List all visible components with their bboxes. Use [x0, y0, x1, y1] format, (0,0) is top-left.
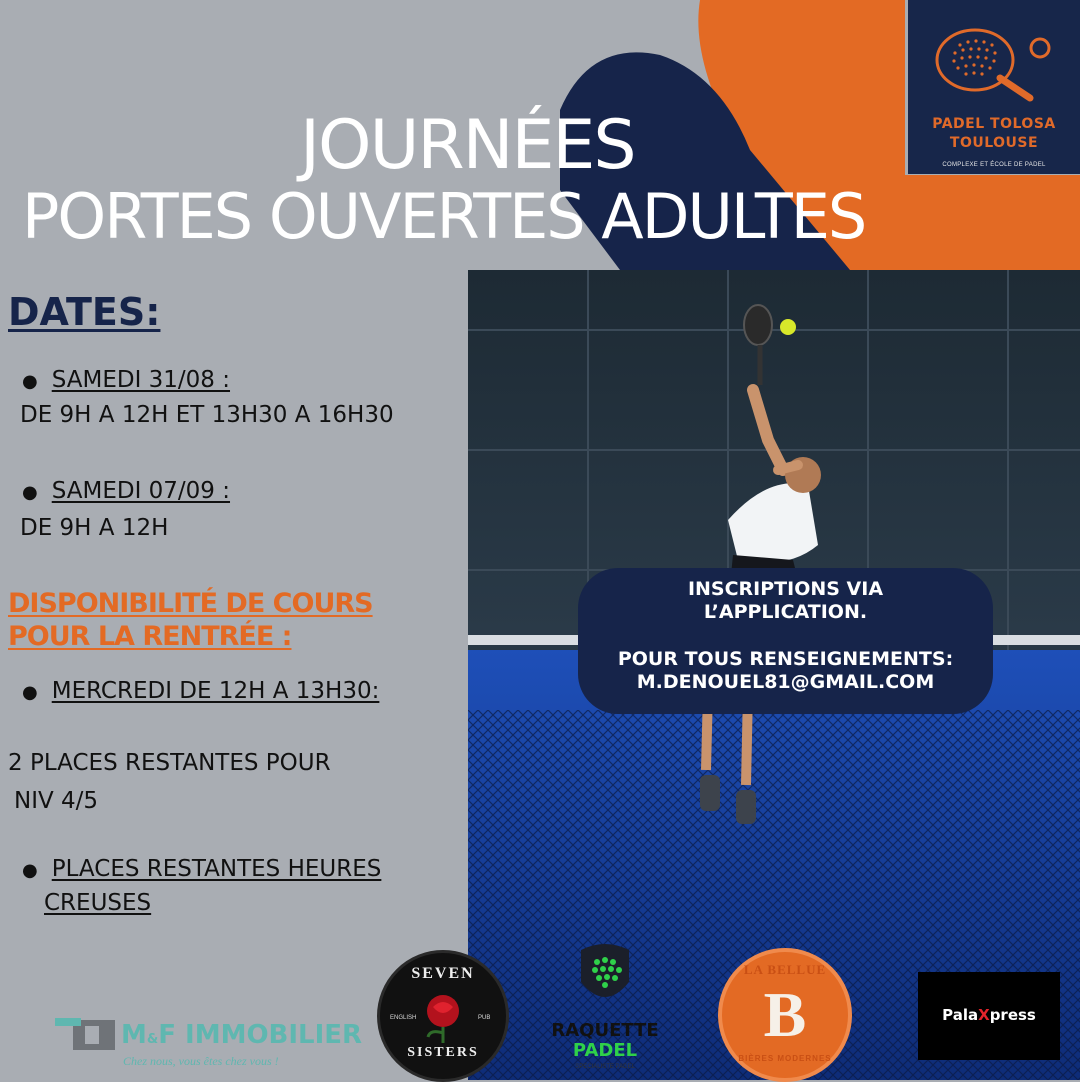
padel-racket-ball-icon [930, 20, 1060, 108]
date-item-2 [22, 478, 230, 504]
raquette-line2: PADEL [572, 1040, 638, 1061]
raquette-line3: SPECIALISTE PADEL [575, 1064, 635, 1070]
bullet: ● [22, 482, 38, 503]
bullet: ● [22, 682, 38, 703]
palaxpress-logo [918, 972, 1060, 1060]
seven-sisters-logo [377, 950, 509, 1082]
offpeak-line1: PLACES RESTANTES HEURES [51, 856, 382, 882]
house-key-icon [55, 1014, 119, 1054]
info-line3: POUR TOUS RENSEIGNEMENTS: [617, 648, 954, 670]
raquette-padel-logo [540, 942, 670, 1076]
seven-right: PUB [478, 1015, 491, 1021]
date-day-2: SAMEDI 07/09 : [51, 478, 231, 504]
bullet: ● [22, 860, 38, 881]
places-line1: 2 PLACES RESTANTES POUR [8, 750, 331, 776]
title-line-1: JOURNÉES [300, 106, 635, 185]
club-subtitle: COMPLEXE ET ÉCOLE DE PADEL [942, 162, 1046, 168]
club-name-line2: TOULOUSE [949, 135, 1039, 151]
mf-ampersand: & [146, 1032, 159, 1047]
mf-letter-m: M [121, 1020, 147, 1050]
bellue-top: LA BELLUE [743, 962, 827, 977]
courses-heading-line2: POUR LA RENTRÉE : [8, 621, 292, 652]
racket-shield-icon [575, 942, 635, 1012]
mf-immobilier: IMMOBILIER [175, 1020, 363, 1050]
rose-icon [418, 989, 468, 1043]
offpeak-line2: CREUSES [44, 890, 152, 916]
title-line-2: PORTES OUVERTES ADULTES [22, 180, 866, 253]
club-name-line1: PADEL TOLOSA [932, 116, 1056, 132]
info-line1: INSCRIPTIONS VIA [687, 578, 884, 600]
date-item-1 [22, 367, 230, 393]
info-box [578, 568, 993, 714]
info-line2: L’APPLICATION. [703, 601, 868, 623]
date-day-1: SAMEDI 31/08 : [51, 367, 231, 393]
bullet: ● [22, 371, 38, 392]
palaxpress-a: Pala [942, 1006, 979, 1024]
mf-letter-f: F [158, 1020, 176, 1050]
course-slot-text: MERCREDI DE 12H A 13H30: [51, 678, 380, 704]
courses-heading-line1: DISPONIBILITÉ DE COURS [8, 588, 373, 619]
bellue-bottom: BIÈRES MODERNES [738, 1054, 832, 1063]
offpeak-item [22, 856, 381, 882]
date-hours-1: DE 9H A 12H ET 13H30 A 16H30 [20, 402, 394, 428]
la-bellue-logo [718, 948, 852, 1082]
dates-heading: DATES: [8, 290, 161, 334]
mf-tagline: Chez nous, vous êtes chez vous ! [123, 1054, 279, 1068]
seven-bottom: SISTERS [407, 1045, 479, 1060]
mf-immobilier-logo [55, 1012, 363, 1072]
raquette-line1: RAQUETTE [551, 1020, 659, 1041]
places-line2: NIV 4/5 [14, 788, 99, 814]
bellue-letter: B [763, 979, 807, 1050]
seven-top: SEVEN [411, 965, 475, 982]
seven-left: ENGLISH [390, 1015, 417, 1021]
info-email[interactable]: M.DENOUEL81@GMAIL.COM [636, 671, 935, 693]
palaxpress-b: press [989, 1006, 1036, 1024]
club-logo [908, 0, 1080, 174]
date-hours-2: DE 9H A 12H [20, 515, 169, 541]
course-slot [22, 678, 379, 704]
palaxpress-x: X [978, 1006, 990, 1024]
